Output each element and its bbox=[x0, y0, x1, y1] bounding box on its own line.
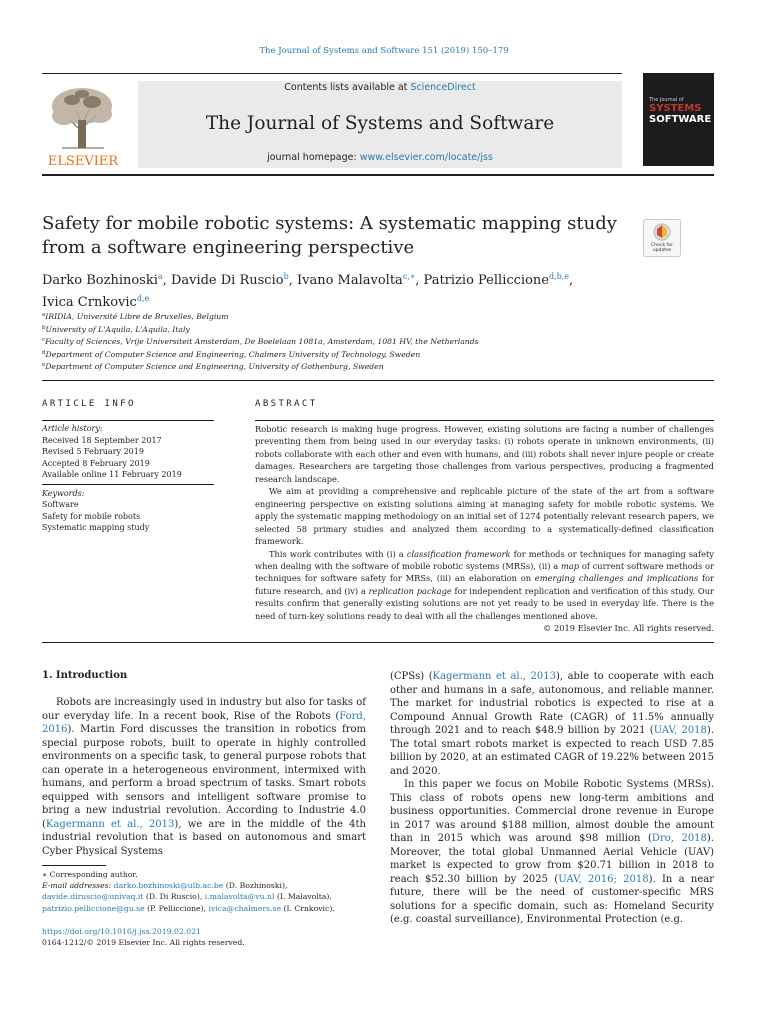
journal-name: The Journal of Systems and Software bbox=[205, 113, 555, 134]
abstract-body bbox=[255, 423, 714, 635]
footnote: ∗ Corresponding author. E-mail addresses: darko.bozhinoski@ulb.ac.be (D. Bozhinoski), davide.diruscio@univaq.it (D. Di Ruscio), i.malavolta@vu.nl (I. Malavolta), patrizio.pelliccione@gu.se (P. Pelliccione), ivica@chalmers.se (I. Crnkovic). bbox=[42, 870, 335, 913]
cover-text-red: SYSTEMS bbox=[649, 103, 702, 114]
issn-line: 0164-1212/© 2019 Elsevier Inc. All rights reserved. bbox=[42, 938, 245, 948]
abstract-heading: ABSTRACT bbox=[255, 399, 318, 409]
sciencedirect-link[interactable]: ScienceDirect bbox=[410, 82, 476, 93]
keyword-item: Software bbox=[42, 500, 79, 510]
cover-text-small: The Journal of bbox=[649, 97, 684, 103]
elsevier-logo[interactable] bbox=[42, 80, 124, 168]
author-name[interactable]: Darko Bozhinoski bbox=[42, 273, 158, 288]
homepage-line bbox=[138, 152, 622, 163]
journal-homepage-link[interactable]: www.elsevier.com/locate/jss bbox=[359, 152, 493, 163]
abstract-bottom-rule bbox=[42, 642, 714, 643]
author-name[interactable]: Ivano Malavolta bbox=[296, 273, 403, 288]
citation-link[interactable]: Kagermann et al., 2013 bbox=[432, 671, 556, 682]
author-affiliation-marker[interactable]: b bbox=[283, 272, 289, 281]
author-name[interactable]: Davide Di Ruscio bbox=[170, 273, 284, 288]
corresponding-author-note: Corresponding author. bbox=[47, 870, 138, 879]
body-paragraph: Robots are increasingly used in industry but also for tasks of our everyday life. In a recent book, Rise of the Robots (Ford, 2016). Martin Ford discusses the transition in robotics from special purpose robots, built to operate in highly controlled environments on a specific task, to general purpose robots that can operate in a heterogeneous environment, intermixed with humans, and perform a broad spectrum of tasks. Smart robots equipped with sensors and intelligent software promise to bring a new industrial revolution. According to Industrie 4.0 (Kagermann et al., 2013), we are in the middle of the 4th industrial revolution that is based on autonomous and smart Cyber Physical Systems bbox=[42, 697, 367, 857]
citation-link[interactable]: Kagermann et al., 2013 bbox=[45, 818, 175, 830]
article-title: Safety for mobile robotic systems: A systematic mapping study from a software engineering perspective bbox=[42, 213, 617, 258]
affiliation-item: $^b$University of L'Aquila, L'Aquila, Italy bbox=[42, 324, 190, 334]
keyword-item: Systematic mapping study bbox=[42, 522, 150, 532]
contents-line bbox=[138, 82, 622, 93]
author-affiliation-marker[interactable]: d,e bbox=[136, 294, 150, 303]
body-paragraph: In this paper we focus on Mobile Robotic Systems (MRSs). This class of robots opens new long-term ambitions and business opportunities. Commercial drone revenue in Europe in 2017 was around $188 million, almost double the amount than in 2015 which was around $98 million (Dro, 2018). Moreover, the total global Unmanned Aerial Vehicle (UAV) market is expected to grow from $20.71 billion in 2018 to reach $52.30 billion by 2025 (UAV, 2016; 2018). In a near future, there will be the need of customer-specific MRS solutions for a specific domain, such as: Homeland Security (e.g. coastal surveillance), Environmental Protection (e.g. bbox=[390, 779, 714, 925]
citation-link[interactable]: UAV, 2018 bbox=[653, 725, 707, 736]
section-heading: 1. Introduction bbox=[42, 670, 128, 681]
email-link[interactable]: ivica@chalmers.se bbox=[208, 903, 282, 913]
author-list: Darko Bozhinoski$^a$, Davide Di Ruscio$^b$, Ivano Malavolta$^{c,∗}$, Patrizio Pelliccione$^{d,b,e}$, Ivica Crnkovic$^{d,e}$ bbox=[42, 272, 574, 310]
citation-link[interactable]: Dro, 2018 bbox=[651, 833, 707, 844]
body-paragraph: (CPSs) (Kagermann et al., 2013), able to cooperate with each other and humans in a safe, autonomous, and reliable manner. The market for industrial robotics is expected to rise at a Compound Annual Growth Rate (CAGR) of 11.5% annually through 2021 and to reach $48.9 billion by 2021 (UAV, 2018). The total smart robots market is expected to reach USD 7.85 billion by 2020, at an estimated CAGR of 19.22% between 2015 and 2020. bbox=[390, 671, 715, 777]
history-item: Received 18 September 2017 bbox=[42, 435, 162, 445]
cover-text-white: SOFTWARE bbox=[649, 114, 712, 125]
affiliation-list bbox=[42, 310, 722, 373]
email-label: E-mail addresses: bbox=[42, 881, 114, 891]
citation-link[interactable]: Ford, 2016 bbox=[42, 710, 366, 735]
abstract-paragraph: We aim at providing a comprehensive and replicable picture of the state of the art from a software engineering perspective on existing solutions aiming at managing safety for mobile robotic systems. We apply the systematic mapping methodology on an initial set of 1274 potentially relevant research papers, we selected 58 primary studies and analyzed them according to a systematically-defined classification framework. bbox=[255, 486, 714, 547]
history-label: Article history: bbox=[42, 424, 103, 433]
author-name[interactable]: Ivica Crnkovic bbox=[42, 295, 137, 310]
journal-cover-thumbnail[interactable] bbox=[643, 73, 714, 166]
citation-link[interactable]: UAV, 2016; 2018 bbox=[558, 873, 649, 885]
affiliation-item: $^e$Department of Computer Science and Engineering, University of Gothenburg, Sweden bbox=[42, 362, 384, 372]
article-info-rule bbox=[42, 420, 214, 421]
keywords bbox=[42, 488, 217, 533]
author-affiliation-marker[interactable]: d,b,e bbox=[548, 272, 570, 281]
email-link[interactable]: patrizio.pelliccione@gu.se bbox=[42, 903, 145, 913]
doi-block bbox=[42, 926, 372, 948]
body-column-left bbox=[42, 696, 366, 858]
elsevier-wordmark: ELSEVIER bbox=[47, 154, 119, 168]
keywords-label: Keywords: bbox=[42, 489, 85, 498]
header-bottom-rule bbox=[42, 174, 714, 176]
history-item: Accepted 8 February 2019 bbox=[42, 458, 150, 468]
email-link[interactable]: davide.diruscio@univaq.it bbox=[42, 892, 144, 902]
homepage-prefix: journal homepage: bbox=[267, 152, 360, 163]
affiliation-item: $^c$Faculty of Sciences, Vrije Universiteit Amsterdam, De Boelelaan 1081a, Amsterdam, 1081 HV, the Netherlands bbox=[42, 337, 479, 347]
affiliation-rule bbox=[42, 380, 714, 381]
body-column-right bbox=[390, 670, 714, 927]
history-item: Available online 11 February 2019 bbox=[42, 470, 182, 479]
journal-citation-link[interactable]: The Journal of Systems and Software 151 (2019) 150–179 bbox=[259, 46, 509, 56]
keywords-rule bbox=[42, 484, 214, 485]
article-info-heading: ARTICLE INFO bbox=[42, 399, 136, 409]
affiliation-item: $^a$IRIDIA, Université Libre de Bruxelles, Belgium bbox=[42, 312, 229, 321]
article-history bbox=[42, 423, 217, 481]
check-updates-icon bbox=[644, 220, 680, 256]
author-affiliation-marker[interactable]: c,∗ bbox=[402, 272, 416, 281]
footnote-marker: ∗ bbox=[42, 870, 48, 879]
elsevier-tree-icon bbox=[42, 80, 124, 168]
keyword-item: Safety for mobile robots bbox=[42, 511, 141, 521]
history-item: Revised 5 February 2019 bbox=[42, 447, 144, 456]
author-affiliation-marker[interactable]: a bbox=[157, 272, 163, 281]
copyright-notice: © 2019 Elsevier Inc. All rights reserved. bbox=[543, 623, 714, 634]
email-link[interactable]: darko.bozhinoski@ulb.ac.be bbox=[113, 881, 224, 891]
check-for-updates-button[interactable] bbox=[643, 219, 681, 257]
email-link[interactable]: i.malavolta@vu.nl bbox=[204, 892, 275, 902]
abstract-paragraph: Robotic research is making huge progress. However, existing solutions are facing a number of challenges preventing them from being used in our everyday tasks: (i) robots operate in unknown environments, (ii) robots collaborate with each other and even with humans, and (iii) robots shall never injure people or create damages. Researchers are targeting those challenges from various perspectives, producing a fragmented research landscape. bbox=[255, 424, 714, 484]
header-top-rule bbox=[42, 73, 622, 74]
abstract-rule bbox=[255, 420, 714, 421]
footnote-rule bbox=[42, 865, 106, 866]
svg-text:Check for: Check for bbox=[651, 243, 673, 248]
contents-prefix: Contents lists available at bbox=[284, 82, 411, 93]
svg-text:updates: updates bbox=[652, 248, 672, 253]
author-name[interactable]: Patrizio Pelliccione bbox=[423, 273, 549, 288]
abstract-paragraph: This work contributes with (i) a classification framework for methods or techniques for managing safety when dealing with the software of mobile robotic systems (MRSs), (ii) a map of current software methods or techniques for software safety for MRSs, (iii) an elaboration on emerging challenges and implications for future research, and (iv) a replication package for independent replication and verification of this study. Our results confirm that generally existing solutions are not yet ready to be used in everyday life. There is the need of turn-key solutions ready to deal with all the challenges mentioned above. bbox=[255, 548, 714, 621]
doi-link[interactable]: https://doi.org/10.1016/j.jss.2019.02.021 bbox=[42, 927, 201, 936]
affiliation-item: $^d$Department of Computer Science and Engineering, Chalmers University of Technology, Sweden bbox=[42, 349, 421, 359]
